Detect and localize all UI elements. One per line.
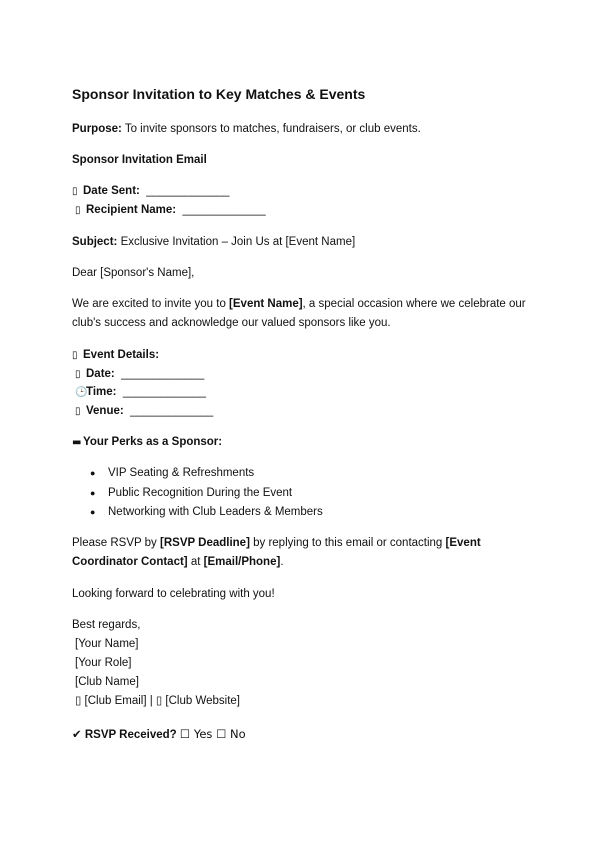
list-item: Networking with Club Leaders & Members [108, 506, 323, 518]
date-sent-blank: _____________ [146, 185, 230, 197]
purpose-label: Purpose: [72, 123, 122, 135]
recipient-name-label: Recipient Name: [86, 204, 177, 216]
placeholder-icon: ▯ [72, 186, 78, 197]
subject-line [72, 235, 355, 249]
calendar-icon: ▯ [75, 369, 81, 380]
rsvp-paragraph-line1: Please RSVP by [RSVP Deadline] by replying to this email or contacting [Event [72, 537, 481, 549]
purpose-line [72, 122, 421, 136]
subject-text: Exclusive Invitation – Join Us at [Event Name] [120, 236, 356, 248]
document-title: Sponsor Invitation to Key Matches & Events [72, 86, 366, 102]
greeting: Dear [Sponsor's Name], [72, 267, 195, 279]
checkmark-icon: ✔ [72, 727, 82, 741]
purpose-text: To invite sponsors to matches, fundraisers, or club events. [124, 123, 421, 135]
date-sent-label: Date Sent: [83, 185, 140, 197]
rsvp-received-line [72, 727, 246, 742]
recipient-name-blank: _____________ [182, 204, 266, 216]
event-time-blank: _____________ [122, 386, 207, 398]
rsvp-received-label: RSVP Received? [84, 729, 177, 741]
clock-icon: 🕒 [75, 387, 88, 398]
card-icon: ▬ [72, 437, 82, 448]
date-sent-line [72, 184, 229, 199]
event-venue-blank: _____________ [130, 405, 214, 417]
signature-contact: ▯ [Club Email] | ▯ [Club Website] [75, 695, 240, 707]
bullet-icon: ● [90, 507, 96, 517]
section-heading: Sponsor Invitation Email [72, 154, 207, 166]
event-date-line: ▯ Date: _____________ [75, 368, 205, 380]
signature-club: [Club Name] [75, 676, 139, 688]
location-icon: ▯ [75, 406, 81, 417]
list-item: VIP Seating & Refreshments [108, 467, 255, 479]
rsvp-received-options: ☐ Yes ☐ No [179, 727, 246, 741]
bullet-icon: ● [90, 468, 96, 478]
rsvp-deadline-placeholder: [RSVP Deadline] [160, 537, 250, 549]
recipient-name-line [75, 203, 266, 218]
signature-role: [Your Role] [75, 657, 132, 669]
signature-name: [Your Name] [75, 638, 139, 650]
list-item: Public Recognition During the Event [108, 487, 293, 499]
rsvp-paragraph-line2: Coordinator Contact] at [Email/Phone]. [72, 556, 284, 568]
placeholder-icon: ▯ [72, 350, 78, 361]
bullet-icon: ● [90, 488, 96, 498]
placeholder-icon: ▯ [75, 205, 81, 216]
subject-label: Subject: [72, 236, 118, 248]
paragraph-invite-line1: We are excited to invite you to [Event Name], a special occasion where we celebrate our [72, 298, 526, 310]
event-time-line: 🕒Time: _____________ [75, 386, 207, 398]
event-venue-line: ▯ Venue: _____________ [75, 405, 214, 417]
event-name-placeholder: [Event Name] [229, 298, 303, 310]
email-phone-placeholder: [Email/Phone] [203, 556, 281, 568]
closing-line: Looking forward to celebrating with you! [72, 588, 275, 600]
event-details-heading: ▯ Event Details: [72, 349, 160, 361]
paragraph-invite-line2: club's success and acknowledge our valued sponsors like you. [72, 317, 391, 329]
event-date-blank: _____________ [121, 368, 205, 380]
perks-heading: ▬ Your Perks as a Sponsor: [72, 436, 223, 448]
signature-regards: Best regards, [72, 619, 141, 631]
